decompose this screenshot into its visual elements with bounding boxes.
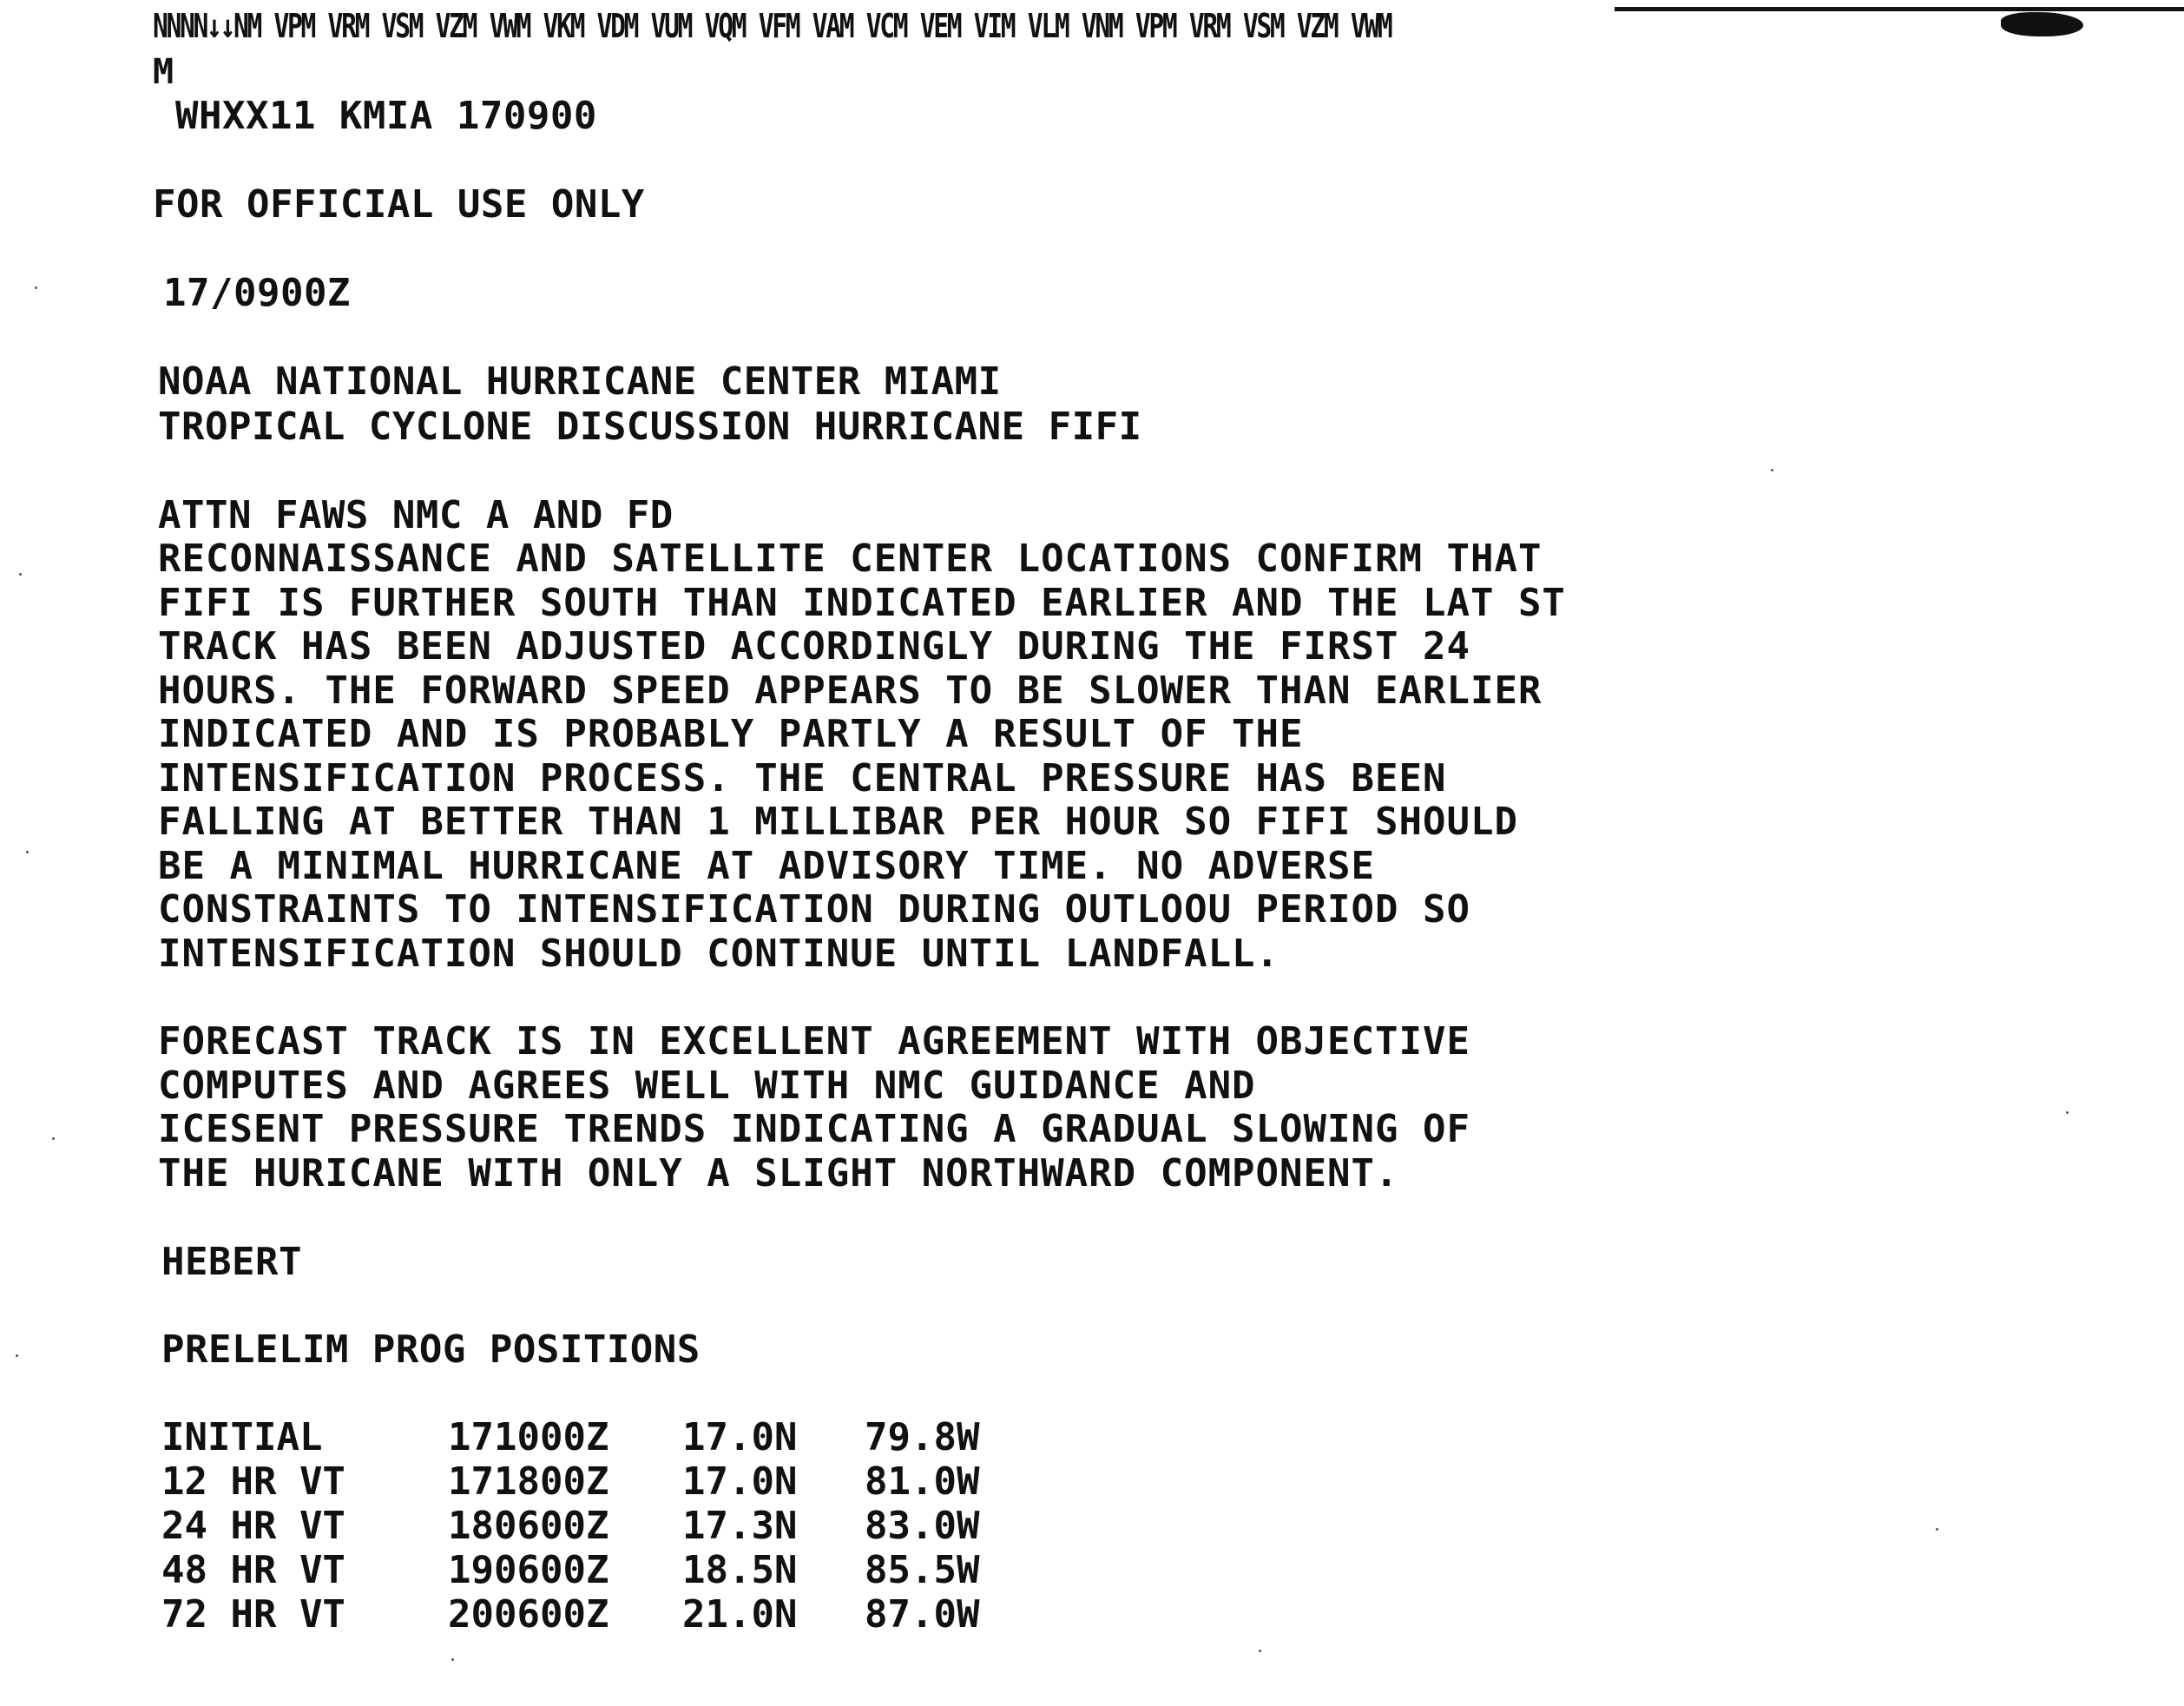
scan-speck xyxy=(52,1137,55,1140)
scan-speck xyxy=(1259,1650,1261,1652)
prog-lat: 17.0N xyxy=(682,1459,798,1504)
scan-speck xyxy=(1771,469,1773,471)
table-row xyxy=(161,1415,1038,1459)
scan-speck xyxy=(2066,1111,2069,1114)
table-row xyxy=(161,1592,1038,1637)
prog-positions-table xyxy=(161,1415,1038,1637)
prog-lon: 83.0W xyxy=(865,1504,980,1548)
paragraph-line: RECONNAISSANCE AND SATELLITE CENTER LOCATIONS CONFIRM THAT xyxy=(158,537,1543,581)
routing-tail: M xyxy=(153,52,174,92)
prog-lat: 21.0N xyxy=(682,1592,798,1637)
prog-positions-title: PRELELIM PROG POSITIONS xyxy=(161,1327,701,1372)
prog-lon: 85.5W xyxy=(865,1548,980,1592)
table-row xyxy=(161,1504,1038,1548)
issue-time: 17/0900Z xyxy=(163,271,351,315)
paragraph-line: COMPUTES AND AGREES WELL WITH NMC GUIDANCE AND xyxy=(158,1063,1256,1108)
paragraph-line: INTENSIFICATION PROCESS. THE CENTRAL PRESSURE HAS BEEN xyxy=(158,755,1447,800)
prog-label: 24 HR VT xyxy=(161,1504,345,1548)
prog-time: 171800Z xyxy=(448,1459,609,1504)
classification-banner: FOR OFFICIAL USE ONLY xyxy=(153,182,645,227)
scan-speck xyxy=(16,1354,18,1357)
prog-label: 72 HR VT xyxy=(161,1592,345,1637)
prog-lon: 81.0W xyxy=(865,1459,980,1504)
paragraph-line: BE A MINIMAL HURRICANE AT ADVISORY TIME. NO ADVERSE xyxy=(158,843,1376,888)
prog-time: 171000Z xyxy=(448,1415,609,1459)
prog-label: 12 HR VT xyxy=(161,1459,345,1504)
prog-time: 200600Z xyxy=(448,1592,609,1637)
attn-line: ATTN FAWS NMC A AND FD xyxy=(158,493,674,537)
discussion-paragraph-1 xyxy=(158,537,1566,976)
paragraph-line: THE HURICANE WITH ONLY A SLIGHT NORTHWARD COMPONENT. xyxy=(158,1150,1399,1196)
product-id: WHXX11 KMIA 170900 xyxy=(175,94,597,138)
paragraph-line: TRACK HAS BEEN ADJUSTED ACCORDINGLY DURING THE FIRST 24 xyxy=(158,624,1470,669)
paragraph-line: FIFI IS FURTHER SOUTH THAN INDICATED EARLIER AND THE LAT ST xyxy=(158,580,1566,625)
top-rule xyxy=(1615,7,2184,11)
prog-time: 180600Z xyxy=(448,1504,609,1548)
paragraph-line: INTENSIFICATION SHOULD CONTINUE UNTIL LANDFALL. xyxy=(158,931,1280,976)
paragraph-line: CONSTRAINTS TO INTENSIFICATION DURING OUTLOOU PERIOD SO xyxy=(158,887,1470,932)
agency-line-2: TROPICAL CYCLONE DISCUSSION HURRICANE FIFI xyxy=(158,405,1142,449)
scan-speck xyxy=(1936,1528,1938,1531)
scan-speck xyxy=(19,573,22,576)
prog-lon: 87.0W xyxy=(865,1592,980,1637)
paragraph-line: ICESENT PRESSURE TRENDS INDICATING A GRADUAL SLOWING OF xyxy=(158,1107,1470,1151)
forecaster-signature: HEBERT xyxy=(161,1240,302,1284)
paragraph-line: HOURS. THE FORWARD SPEED APPEARS TO BE SLOWER THAN EARLIER xyxy=(158,668,1543,713)
prog-lat: 18.5N xyxy=(682,1548,798,1592)
prog-label: INITIAL xyxy=(161,1415,323,1459)
ink-smudge xyxy=(2001,12,2083,36)
routing-codes: NNNN↓↓NM VPM VRM VSM VZM VWM VKM VDM VUM VQM VFM VAM VCM VEM VIM VLM VNM VPM VRM VSM VZM VWM xyxy=(153,7,1391,45)
discussion-paragraph-2 xyxy=(158,1020,1470,1196)
paragraph-line: INDICATED AND IS PROBABLY PARTLY A RESULT OF THE xyxy=(158,712,1304,756)
scan-speck xyxy=(26,851,29,853)
prog-lat: 17.3N xyxy=(682,1504,798,1548)
scan-speck xyxy=(451,1658,454,1661)
agency-line-1: NOAA NATIONAL HURRICANE CENTER MIAMI xyxy=(158,359,1002,404)
paragraph-line: FORECAST TRACK IS IN EXCELLENT AGREEMENT WITH OBJECTIVE xyxy=(158,1019,1470,1064)
prog-lon: 79.8W xyxy=(865,1415,980,1459)
prog-label: 48 HR VT xyxy=(161,1548,345,1592)
scan-speck xyxy=(35,287,37,289)
table-row xyxy=(161,1548,1038,1592)
prog-lat: 17.0N xyxy=(682,1415,798,1459)
prog-time: 190600Z xyxy=(448,1548,609,1592)
table-row xyxy=(161,1459,1038,1504)
paragraph-line: FALLING AT BETTER THAN 1 MILLIBAR PER HOUR SO FIFI SHOULD xyxy=(158,800,1518,844)
